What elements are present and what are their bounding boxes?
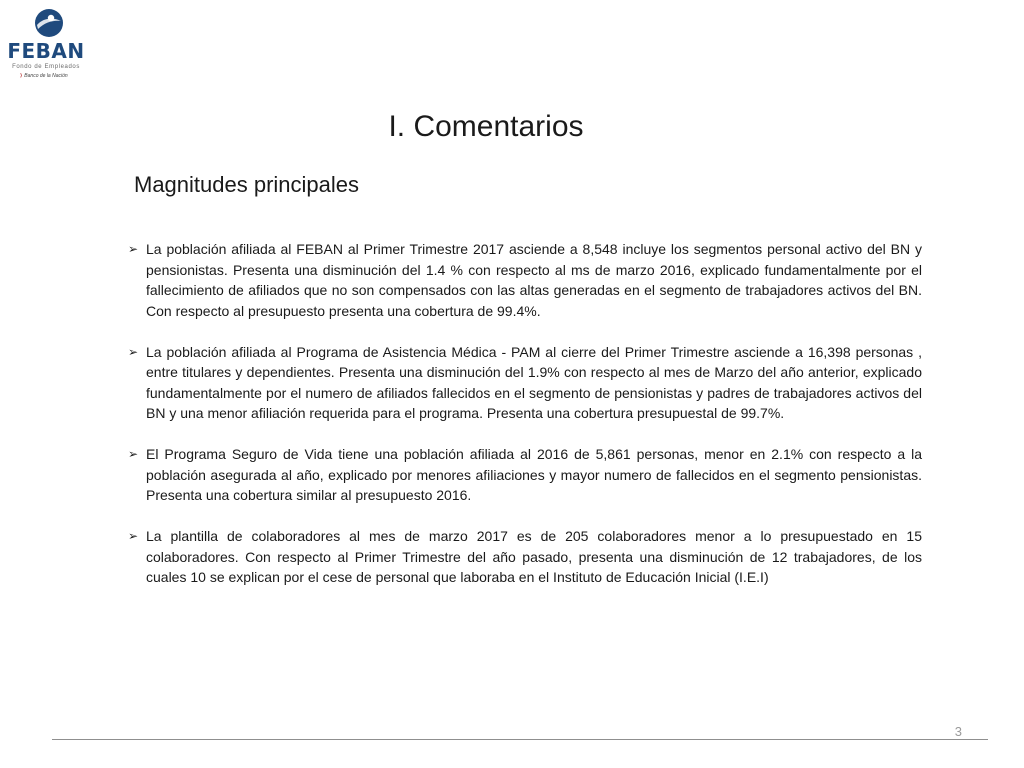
page-title: I. Comentarios	[388, 110, 584, 143]
bullet-text: La población afiliada al FEBAN al Primer Trimestre 2017 asciende a 8,548 incluye los segmentos personal activo del BN y pensionistas. Presenta una disminución del 1.4 % con respecto al ms de marzo 2016, explicado fundamentalmente por el fallecimiento de afiliados que no son compensados con las altas generadas en el segmento de trabajadores activos del BN. Con respecto al presupuesto presenta una cobertura de 99.4%.	[146, 241, 922, 319]
logo-wordmark: FEBAN	[7, 39, 85, 63]
bn-mark-icon: ⟩	[20, 73, 23, 79]
bullet-list	[128, 239, 922, 608]
logo-subtitle: Fondo de Empleados	[12, 64, 80, 70]
bullet-item	[128, 342, 922, 424]
page-number: 3	[954, 724, 962, 739]
logo-sub-brand	[20, 73, 86, 79]
feban-globe-logo-icon	[34, 8, 64, 38]
arrow-bullet-icon: ➢	[128, 529, 139, 543]
feban-logo	[6, 6, 86, 82]
section-subtitle: Magnitudes principales	[134, 172, 360, 197]
bullet-text: La población afiliada al Programa de Asistencia Médica - PAM al cierre del Primer Trimestre asciende a 16,398 personas , entre titulares y dependientes. Presenta una disminución del 1.9% con respecto al mes de Marzo del año anterior, explicado fundamentalmente por el numero de afiliados fallecidos en el segmento de pensionistas y padres de trabajadores activos del BN y una menor afiliación requerida para el programa. Presenta una cobertura presupuestal de 99.7%.	[146, 343, 922, 421]
bullet-text: El Programa Seguro de Vida tiene una población afiliada al 2016 de 5,861 personas, menor en 2.1% con respecto a la población asegurada al año, explicado por menores afiliaciones y mayor numero de fallecidos en el segmento pensionistas. Presenta una cobertura similar al presupuesto 2016.	[146, 446, 922, 503]
logo-sub-brand-text: Banco de la Nación	[24, 73, 68, 79]
bullet-item	[128, 526, 922, 588]
footer-divider	[52, 739, 988, 740]
arrow-bullet-icon: ➢	[128, 447, 139, 461]
bullet-item	[128, 239, 922, 321]
arrow-bullet-icon: ➢	[128, 344, 139, 359]
bullet-item	[128, 444, 922, 506]
bullet-text: La plantilla de colaboradores al mes de marzo 2017 es de 205 colaboradores menor a lo presupuestado en 15 colaboradores. Con respecto al Primer Trimestre del año pasado, presenta una disminución de 12 trabajadores, de los cuales 10 se explican por el cese de personal que laboraba en el Instituto de Educación Inicial (I.E.I)	[146, 528, 922, 585]
arrow-bullet-icon: ➢	[128, 242, 139, 256]
